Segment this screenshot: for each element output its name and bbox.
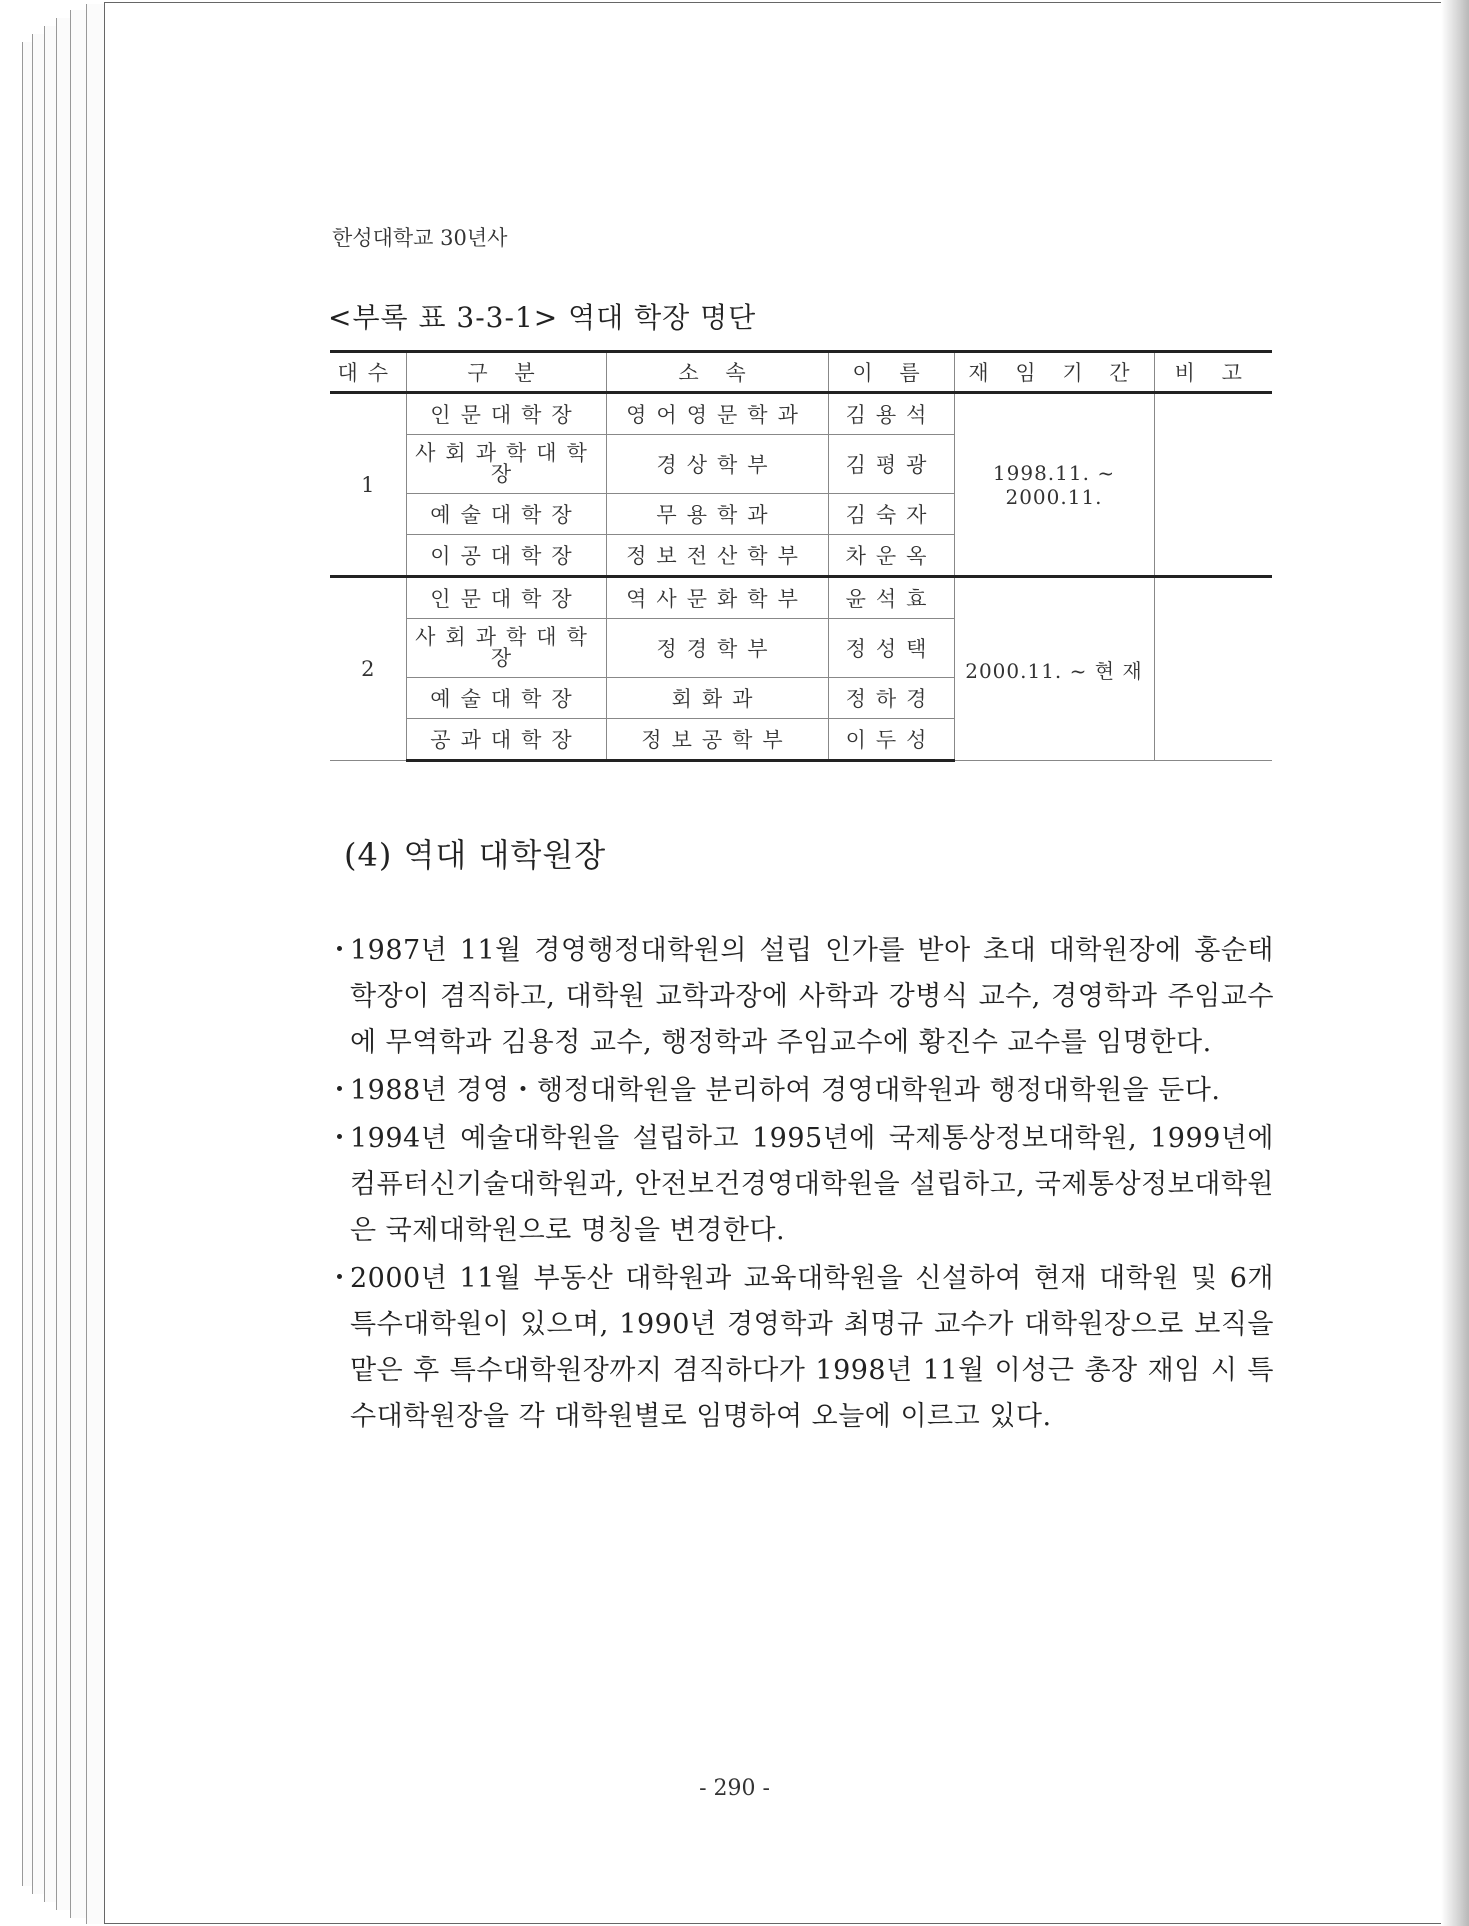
bullet-text: 2000년 11월 부동산 대학원과 교육대학원을 신설하여 현재 대학원 및 6개 특수대학원이 있으며, 1990년 경영학과 최명규 교수가 대학원장으로 보직을 맡은 후 특수대학원장까지 겸직하다가 1998년 11월 이성근 총장 재임 시 특수대학원장을 각 대학원별로 임명하여 오늘에 이르고 있다. (350, 1263, 1274, 1432)
page-number: - 290 - (699, 1776, 770, 1801)
division-cell: 사회과학대학장 (406, 619, 606, 678)
table-header-row (330, 352, 1272, 393)
department-cell: 경상학부 (606, 435, 828, 494)
bullet-list (326, 928, 1274, 1442)
table-group-1 (330, 393, 1272, 577)
bullet-mark: ・ (326, 1075, 354, 1106)
department-cell: 정경학부 (606, 619, 828, 678)
table-row (330, 393, 1272, 435)
department-cell: 정보전산학부 (606, 535, 828, 577)
header-cell: 구 분 (406, 352, 606, 393)
table-caption: <부록 표 3-3-1> 역대 학장 명단 (328, 301, 757, 334)
department-cell: 영어영문학과 (606, 393, 828, 435)
division-cell: 공과대학장 (406, 719, 606, 761)
name-cell: 윤석효 (828, 577, 954, 619)
section-title: (4) 역대 대학원장 (344, 836, 607, 874)
department-cell: 회화과 (606, 678, 828, 719)
name-cell: 차운옥 (828, 535, 954, 577)
division-cell: 예술대학장 (406, 678, 606, 719)
division-cell: 예술대학장 (406, 494, 606, 535)
generation-cell: 2 (330, 577, 406, 761)
division-cell: 인문대학장 (406, 393, 606, 435)
bullet-mark: ・ (326, 935, 354, 966)
name-cell: 이두성 (828, 719, 954, 761)
table-group-2 (330, 577, 1272, 761)
name-cell: 김평광 (828, 435, 954, 494)
header-cell: 재 임 기 간 (954, 352, 1154, 393)
header-cell: 비 고 (1154, 352, 1272, 393)
note-cell (1154, 393, 1272, 577)
header-cell: 소 속 (606, 352, 828, 393)
bullet-mark: ・ (326, 1123, 354, 1154)
note-cell (1154, 577, 1272, 761)
bullet-text: 1988년 경영・행정대학원을 분리하여 경영대학원과 행정대학원을 둔다. (350, 1075, 1221, 1106)
name-cell: 김용석 (828, 393, 954, 435)
list-item (326, 1116, 1274, 1254)
name-cell: 정성택 (828, 619, 954, 678)
header-cell: 이 름 (828, 352, 954, 393)
bullet-text: 1987년 11월 경영행정대학원의 설립 인가를 받아 초대 대학원장에 홍순태 학장이 겸직하고, 대학원 교학과장에 사학과 강병식 교수, 경영학과 주임교수에 무역학과 김용정 교수, 행정학과 주임교수에 황진수 교수를 임명한다. (350, 935, 1274, 1058)
running-header: 한성대학교 30년사 (332, 226, 508, 250)
department-cell: 역사문화학부 (606, 577, 828, 619)
page-stack-edges (0, 0, 110, 1926)
name-cell: 김숙자 (828, 494, 954, 535)
bullet-text: 1994년 예술대학원을 설립하고 1995년에 국제통상정보대학원, 1999년에 컴퓨터신기술대학원과, 안전보건경영대학원을 설립하고, 국제통상정보대학원은 국제대학원으로 명칭을 변경한다. (350, 1123, 1274, 1246)
table-row (330, 577, 1272, 619)
period-cell: 1998.11. ~ 2000.11. (954, 393, 1154, 577)
department-cell: 정보공학부 (606, 719, 828, 761)
division-cell: 이공대학장 (406, 535, 606, 577)
period-cell: 2000.11. ~ 현 재 (954, 577, 1154, 761)
header-cell: 대수 (330, 352, 406, 393)
generation-cell: 1 (330, 393, 406, 577)
bullet-mark: ・ (326, 1263, 354, 1294)
department-cell: 무용학과 (606, 494, 828, 535)
deans-table (330, 350, 1272, 762)
page-right-shadow (1441, 0, 1469, 1926)
division-cell: 인문대학장 (406, 577, 606, 619)
division-cell: 사회과학대학장 (406, 435, 606, 494)
list-item (326, 928, 1274, 1066)
list-item (326, 1068, 1274, 1114)
name-cell: 정하경 (828, 678, 954, 719)
list-item (326, 1256, 1274, 1440)
